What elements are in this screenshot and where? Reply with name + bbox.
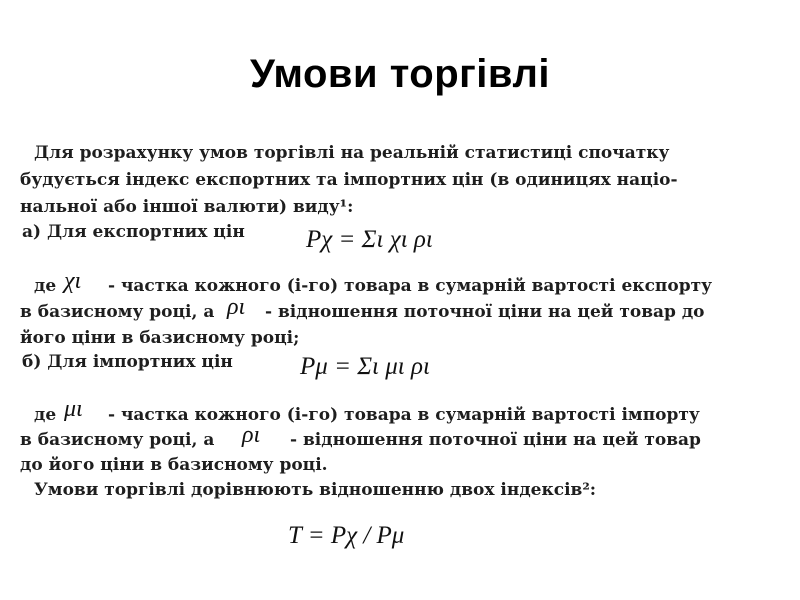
- export-label: а) Для експортних цін: [22, 222, 245, 242]
- import-desc-line-2-prefix: в базисному році, а: [20, 430, 215, 450]
- chi-symbol: χι: [64, 268, 82, 294]
- export-formula: Pχ = Σι χι ρι: [306, 226, 433, 253]
- mu-symbol: μι: [64, 396, 83, 422]
- rho-symbol-import: ρι: [242, 422, 261, 448]
- import-formula: Pμ = Σι μι ρι: [300, 353, 430, 380]
- terms-of-trade-formula: T = Pχ / Pμ: [288, 522, 405, 549]
- import-desc-line-2-suffix: - відношення поточної ціни на цей товар: [290, 430, 701, 450]
- slide-title: Умови торгівлі: [250, 52, 550, 96]
- export-desc-line-3: його ціни в базисному році;: [20, 328, 300, 348]
- import-desc-line-3: до його ціни в базисному році.: [20, 455, 328, 475]
- export-desc-line-2-prefix: в базисному році, а: [20, 302, 215, 322]
- import-desc-line-1: - частка кожного (і-го) товара в сумарній вартості імпорту: [108, 405, 700, 425]
- paragraph-line-2: будується індекс експортних та імпортних цін (в одиницях націо-: [20, 170, 678, 190]
- import-desc-prefix: де: [34, 405, 57, 425]
- export-desc-line-1: - частка кожного (і-го) товара в сумарній вартості експорту: [108, 276, 712, 296]
- paragraph-line-3: нальної або іншої валюти) виду¹:: [20, 197, 354, 217]
- paragraph-line-1: Для розрахунку умов торгівлі на реальній статистиці спочатку: [34, 143, 670, 163]
- import-label: б) Для імпортних цін: [22, 352, 233, 372]
- export-desc-prefix: де: [34, 276, 57, 296]
- rho-symbol: ρι: [227, 294, 246, 320]
- export-desc-line-2-suffix: - відношення поточної ціни на цей товар до: [265, 302, 705, 322]
- terms-of-trade-text: Умови торгівлі дорівнюють відношенню двох індексів²:: [34, 480, 597, 500]
